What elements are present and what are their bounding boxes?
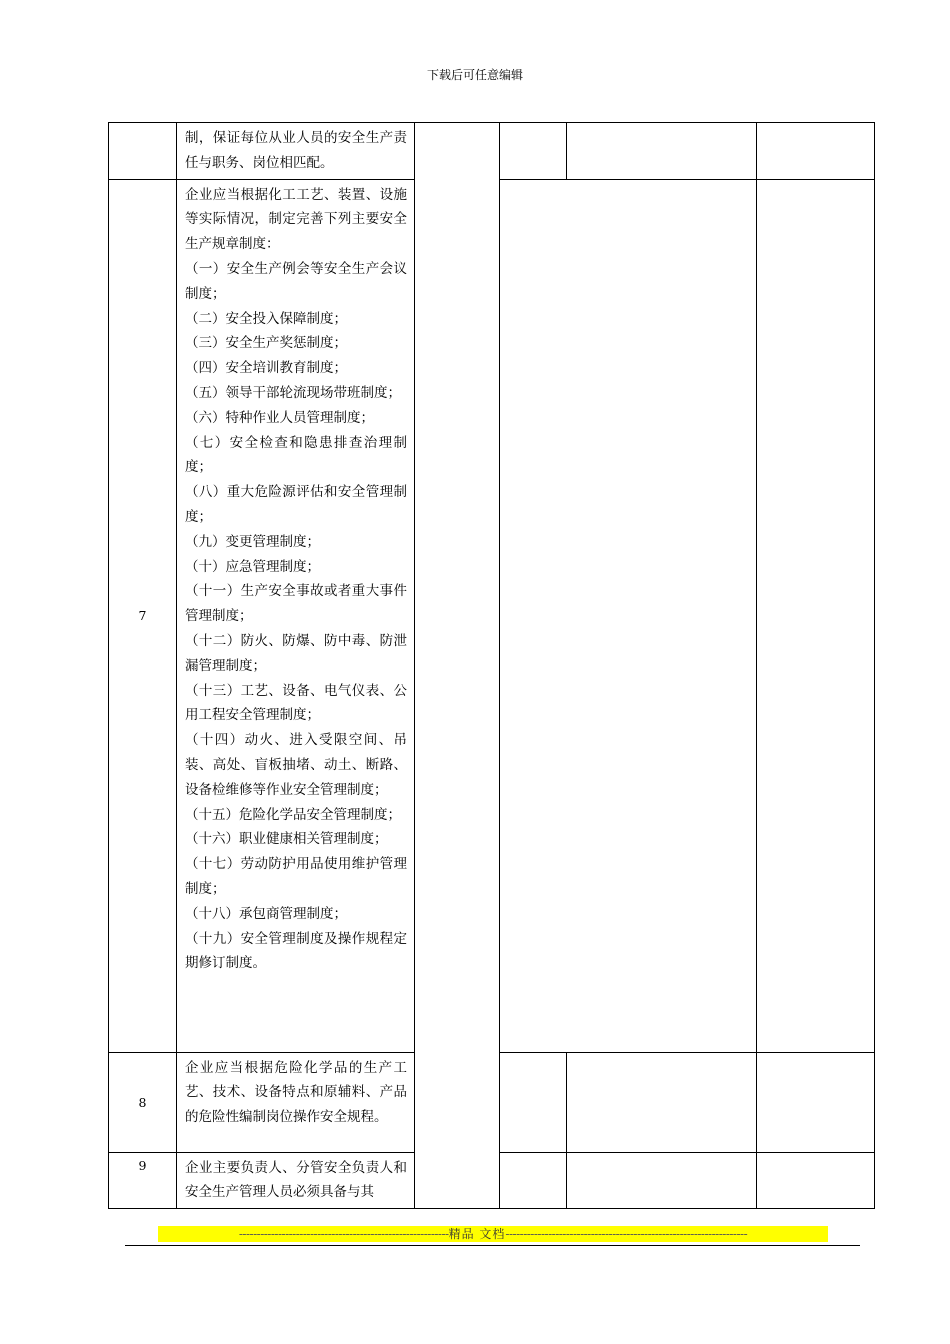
content-line: （十）应急管理制度；	[185, 558, 320, 575]
empty-cell	[757, 1052, 875, 1152]
content-line: （九）变更管理制度；	[185, 533, 320, 550]
row-number	[109, 123, 177, 180]
content-line: （五）领导干部轮流现场带班制度；	[185, 384, 401, 401]
row-number: 9	[109, 1152, 177, 1209]
footer-dashes-right: --------------------------------------------------------------------	[505, 1227, 748, 1241]
content-line: 企业主要负责人、分管安全负责人和安全生产管理人员必须具备与其	[185, 1159, 407, 1201]
empty-cell	[500, 179, 757, 1052]
header-note: 下载后可任意编辑	[426, 68, 523, 82]
empty-cell	[757, 123, 875, 180]
empty-cell	[500, 1152, 567, 1209]
empty-cell	[567, 1152, 757, 1209]
content-line: （一）安全生产例会等安全生产会议制度；	[185, 260, 407, 302]
content-line: （十五）危险化学品安全管理制度；	[185, 806, 401, 823]
empty-cell	[500, 1052, 567, 1152]
content-line: （三）安全生产奖惩制度；	[185, 335, 347, 352]
content-line: （四）安全培训教育制度；	[185, 360, 347, 377]
row-content	[177, 123, 415, 180]
content-line: （七）安全检查和隐患排查治理制度；	[185, 434, 407, 476]
content-line: 制，保证每位从业人员的安全生产责任与职务、岗位相匹配。	[185, 130, 407, 171]
content-line: （十九）安全管理制度及操作规程定期修订制度。	[185, 930, 407, 972]
footer-label: 精品 文档	[448, 1227, 506, 1241]
empty-cell	[757, 179, 875, 1052]
empty-cell	[757, 1152, 875, 1209]
table-row	[109, 123, 875, 180]
content-line: （二）安全投入保障制度；	[185, 310, 347, 327]
content-line: （十二）防火、防爆、防中毒、防泄漏管理制度；	[185, 632, 407, 674]
content-line: （十三）工艺、设备、电气仪表、公用工程安全管理制度；	[185, 682, 407, 724]
row-number: 7	[109, 179, 177, 1052]
checklist-table	[108, 122, 875, 1209]
content-line: 企业应当根据化工工艺、装置、设施等实际情况，制定完善下列主要安全生产规章制度：	[185, 186, 407, 253]
content-line: （十四）动火、进入受限空间、吊装、高处、盲板抽堵、动土、断路、设备检维修等作业安全管理制度；	[185, 732, 407, 798]
empty-cell	[567, 123, 757, 180]
footer-banner	[158, 1226, 828, 1242]
content-line: （十七）劳动防护用品使用维护管理制度；	[185, 856, 407, 897]
content-line: （十六）职业健康相关管理制度；	[185, 831, 388, 848]
merged-cell	[415, 123, 500, 1209]
footer-dashes-left: -----------------------------------------------------------	[238, 1227, 449, 1241]
empty-cell	[567, 1052, 757, 1152]
content-line: （八）重大危险源评估和安全管理制度；	[185, 484, 407, 525]
empty-cell	[500, 123, 567, 180]
row-number: 8	[109, 1052, 177, 1152]
content-line: 企业应当根据危险化学品的生产工艺、技术、设备特点和原辅料、产品的危险性编制岗位操作安全规程。	[185, 1059, 407, 1126]
row-content	[177, 1052, 415, 1152]
row-content	[177, 1152, 415, 1209]
content-line: （六）特种作业人员管理制度；	[185, 409, 374, 426]
footer-rule	[125, 1245, 860, 1246]
content-line: （十八）承包商管理制度；	[185, 905, 347, 922]
content-line: （十一）生产安全事故或者重大事件管理制度；	[185, 583, 407, 625]
row-content	[177, 179, 415, 1052]
